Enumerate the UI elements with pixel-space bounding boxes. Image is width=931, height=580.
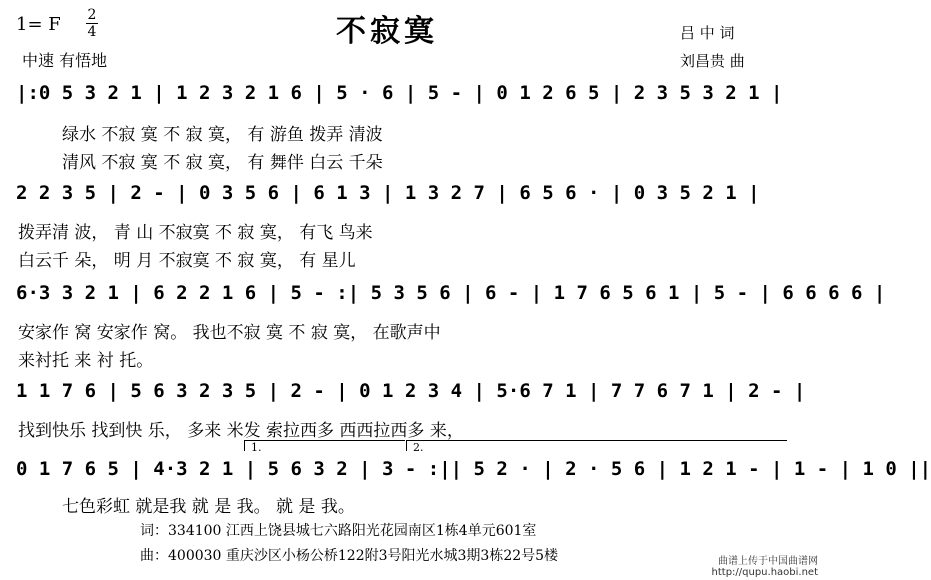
- lyric-row-3-verse-2: 来衬托 来 衬 托。: [18, 351, 154, 371]
- volta-bracket-1: [244, 440, 405, 454]
- lyricist-address: 词：334100 江西上饶县城七六路阳光花园南区1栋4单元601室: [140, 523, 537, 539]
- volta-1-label: 1.: [251, 441, 262, 454]
- time-sig-top: 2: [87, 7, 97, 23]
- composer-address: 曲：400030 重庆沙区小杨公桥122附3号阳光水城3期3栋22号5楼: [140, 548, 559, 564]
- watermark-line-2: http://qupu.haobi.net: [711, 567, 818, 578]
- key-signature: 1= F: [16, 14, 61, 35]
- lyric-row-4-verse-1: 找到快乐 找到快 乐， 多来 米发 索拉西多 西西拉西多 来，: [18, 421, 464, 441]
- lyric-row-5-verse-1: 七色彩虹 就是我 就 是 我。 就 是 我。: [62, 497, 355, 517]
- watermark-line-1: 曲谱上传于中国曲谱网: [718, 556, 818, 567]
- time-signature: [86, 8, 98, 39]
- lyric-row-1-verse-2: 清风 不寂 寞 不 寂 寞， 有 舞伴 白云 千朵: [62, 153, 383, 173]
- volta-2-label: 2.: [413, 441, 424, 454]
- notation-row-5: 0 1 7 6 5 | 4·3 2 1 | 5 6 3 2 | 3 - :|| 5 2 · | 2 · 5 6 | 1 2 1 - | 1 - | 1 0 ||: [16, 458, 931, 480]
- volta-bracket-2: [406, 440, 787, 454]
- site-watermark: [712, 552, 818, 578]
- notation-row-2: 2 2 3 5 | 2 - | 0 3 5 6 | 6 1 3 | 1 3 2 7 | 6 5 6 · | 0 3 5 2 1 |: [16, 182, 760, 204]
- lyric-row-3-verse-1: 安家作 窝 安家作 窝。 我也不寂 寞 不 寂 寞， 在歌声中: [18, 323, 441, 343]
- composer-credit: 刘昌贵 曲: [680, 52, 745, 70]
- tempo-marking: 中速 有悟地: [22, 51, 108, 70]
- lyric-row-2-verse-2: 白云千 朵， 明 月 不寂寞 不 寂 寞， 有 星儿: [18, 251, 356, 271]
- notation-row-1: |:0 5 3 2 1 | 1 2 3 2 1 6 | 5 · 6 | 5 - | 0 1 2 6 5 | 2 3 5 3 2 1 |: [16, 82, 783, 104]
- notation-row-3: 6·3 3 2 1 | 6 2 2 1 6 | 5 - :| 5 3 5 6 | 6 - | 1 7 6 5 6 1 | 5 - | 6 6 6 6 |: [16, 282, 886, 304]
- song-title: 不寂寞: [336, 14, 438, 49]
- time-sig-bottom: 4: [87, 24, 97, 40]
- lyric-row-2-verse-1: 拨弄清 波， 青 山 不寂寞 不 寂 寞， 有飞 鸟来: [18, 223, 373, 243]
- lyric-row-1-verse-1: 绿水 不寂 寞 不 寂 寞， 有 游鱼 拨弄 清波: [62, 125, 383, 145]
- lyricist-credit: 吕 中 词: [680, 24, 735, 42]
- notation-row-4: 1 1 7 6 | 5 6 3 2 3 5 | 2 - | 0 1 2 3 4 | 5·6 7 1 | 7 7 6 7 1 | 2 - |: [16, 380, 806, 402]
